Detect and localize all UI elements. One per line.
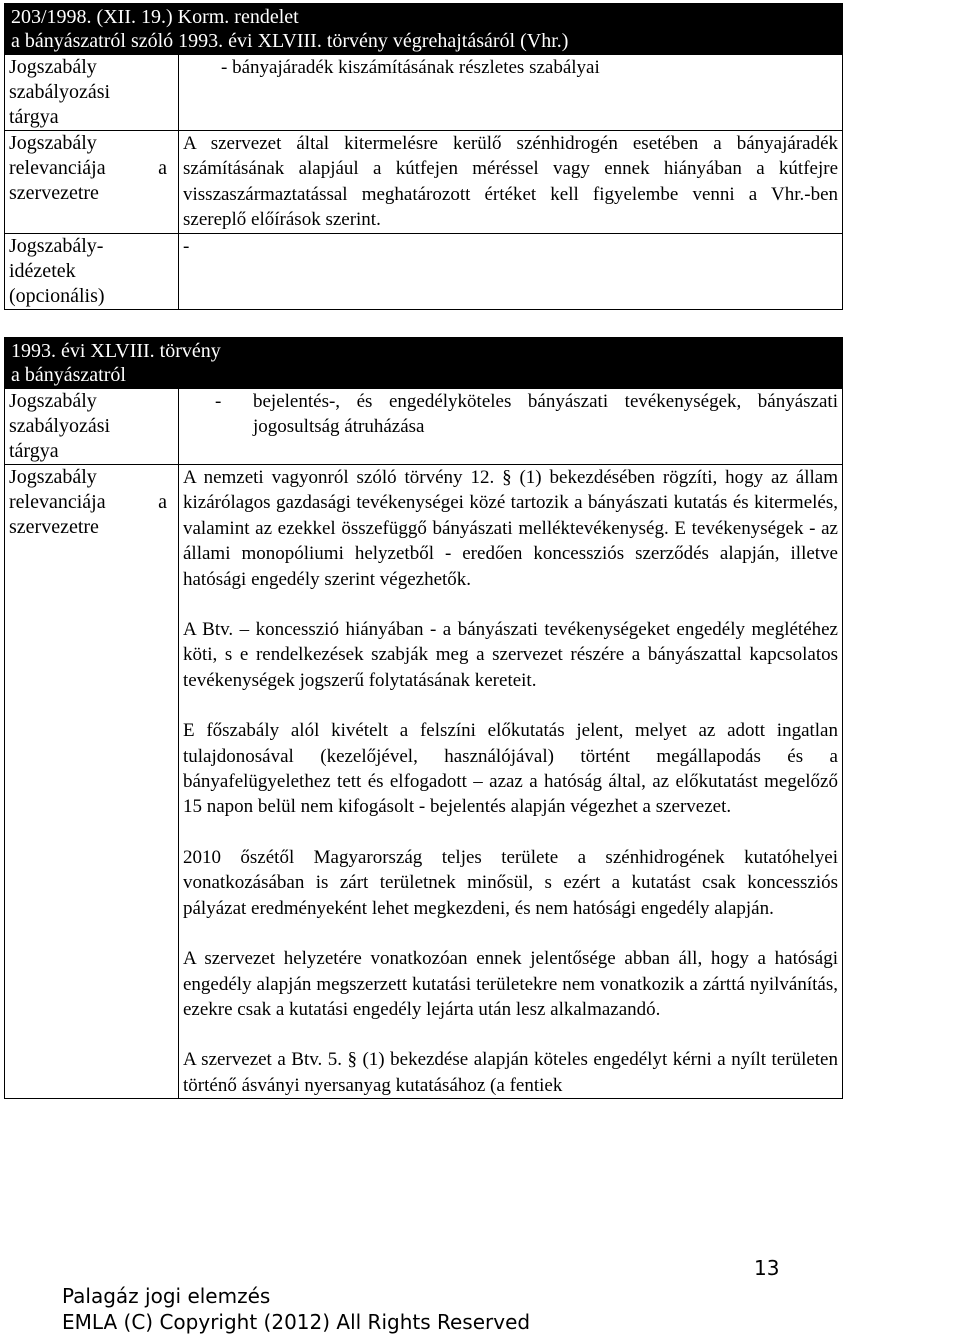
paragraph: A nemzeti vagyonról szóló törvény 12. § (1) bekezdésében rögzíti, hogy az állam kizárólagos gazdasági tevékenységei közé tartozik a bányászati kutatás és kitermelés, valamint az ezekkel összefüggő bányászati melléktevékenység. E tevékenységek - az állami monopóliumi helyzetből - eredően koncessziós szerződés alapján, illetve hatósági engedély szerint végezhetők. bbox=[183, 467, 838, 590]
table-header bbox=[5, 4, 843, 55]
list-dash: - bbox=[215, 391, 222, 412]
header-subtitle: a bányászatról szóló 1993. évi XLVIII. törvény végrehajtásáról (Vhr.) bbox=[11, 30, 569, 52]
footer-title: Palagáz jogi elemzés bbox=[62, 1284, 271, 1308]
paragraph: A szervezet helyzetére vonatkozóan ennek jelentősége abban áll, hogy a hatósági engedély alapján megszerzett kutatási területekre nem vonatkozik a zárttá nyilvánítás, ezekre csak a kutatási engedély lejárta után lesz alkalmazandó. bbox=[183, 948, 838, 1020]
page-footer bbox=[62, 1283, 530, 1335]
page-number: 13 bbox=[754, 1256, 780, 1280]
row-label: Jogszabály-idézetek (opcionális) bbox=[5, 233, 179, 309]
row-label: Jogszabály szabályozási tárgya bbox=[5, 55, 179, 131]
row-label: Jogszabály relevanciája a szervezetre bbox=[5, 131, 179, 234]
regulation-table-vhr bbox=[4, 3, 843, 310]
paragraph: A Btv. – koncesszió hiányában - a bányászati tevékenységeket engedély meglétéhez köti, s e rendelkezések szabják meg a szervezet részére a bányászattal kapcsolatos tevékenységek jogszerű folytatásának kereteit. bbox=[183, 619, 838, 691]
header-title: 203/1998. (XII. 19.) Korm. rendelet bbox=[11, 6, 299, 28]
regulation-table-btv bbox=[4, 337, 843, 1099]
header-title: 1993. évi XLVIII. törvény bbox=[11, 340, 221, 362]
table-header bbox=[5, 338, 843, 389]
paragraph: A szervezet a Btv. 5. § (1) bekezdése alapján köteles engedélyt kérni a nyílt területen történő ásványi nyersanyag kutatásához (a fentiek bbox=[183, 1049, 838, 1096]
row-label: Jogszabály relevanciája a szervezetre bbox=[5, 465, 179, 1099]
paragraph: 2010 őszétől Magyarország teljes területe a szénhidrogének kutatóhelyei vonatkozásában is zárt területnek minősül, s ezért a kutatást csak koncessziós pályázat eredményeként lehet megkezdeni, és nem hatósági engedély alapján. bbox=[183, 846, 838, 919]
row-content: - bbox=[179, 233, 843, 309]
row-content bbox=[179, 465, 843, 1099]
row-content: - bejelentés-, és engedélyköteles bányászati tevékenységek, bányászati jogosultság átruházása bbox=[179, 389, 843, 465]
paragraph: E főszabály alól kivételt a felszíni előkutatás jelent, melyet az adott ingatlan tulajdonosával (kezelőjével, használójával) történt megállapodás és a bányafelügyelethez tett és elfogadott – azaz a hatóság által, az előkutatást megelőző 15 napon belül nem kifogásolt - bejelentés alapján végezhet a szervezet. bbox=[183, 720, 838, 818]
header-subtitle: a bányászatról bbox=[11, 364, 126, 386]
row-content: A szervezet által kitermelésre kerülő szénhidrogén esetében a bányajáradék számításának alapjául a kútfejen méréssel vagy ennek hiányában a kútfejre visszaszármaztatással meghatározott értéket kell figyelembe venni a Vhr.-ben szereplő előírások szerint. bbox=[179, 131, 843, 234]
row-content: - bányajáradék kiszámításának részletes szabályai bbox=[179, 55, 843, 131]
row-label: Jogszabály szabályozási tárgya bbox=[5, 389, 179, 465]
footer-copyright: EMLA (C) Copyright (2012) All Rights Reserved bbox=[62, 1310, 531, 1334]
